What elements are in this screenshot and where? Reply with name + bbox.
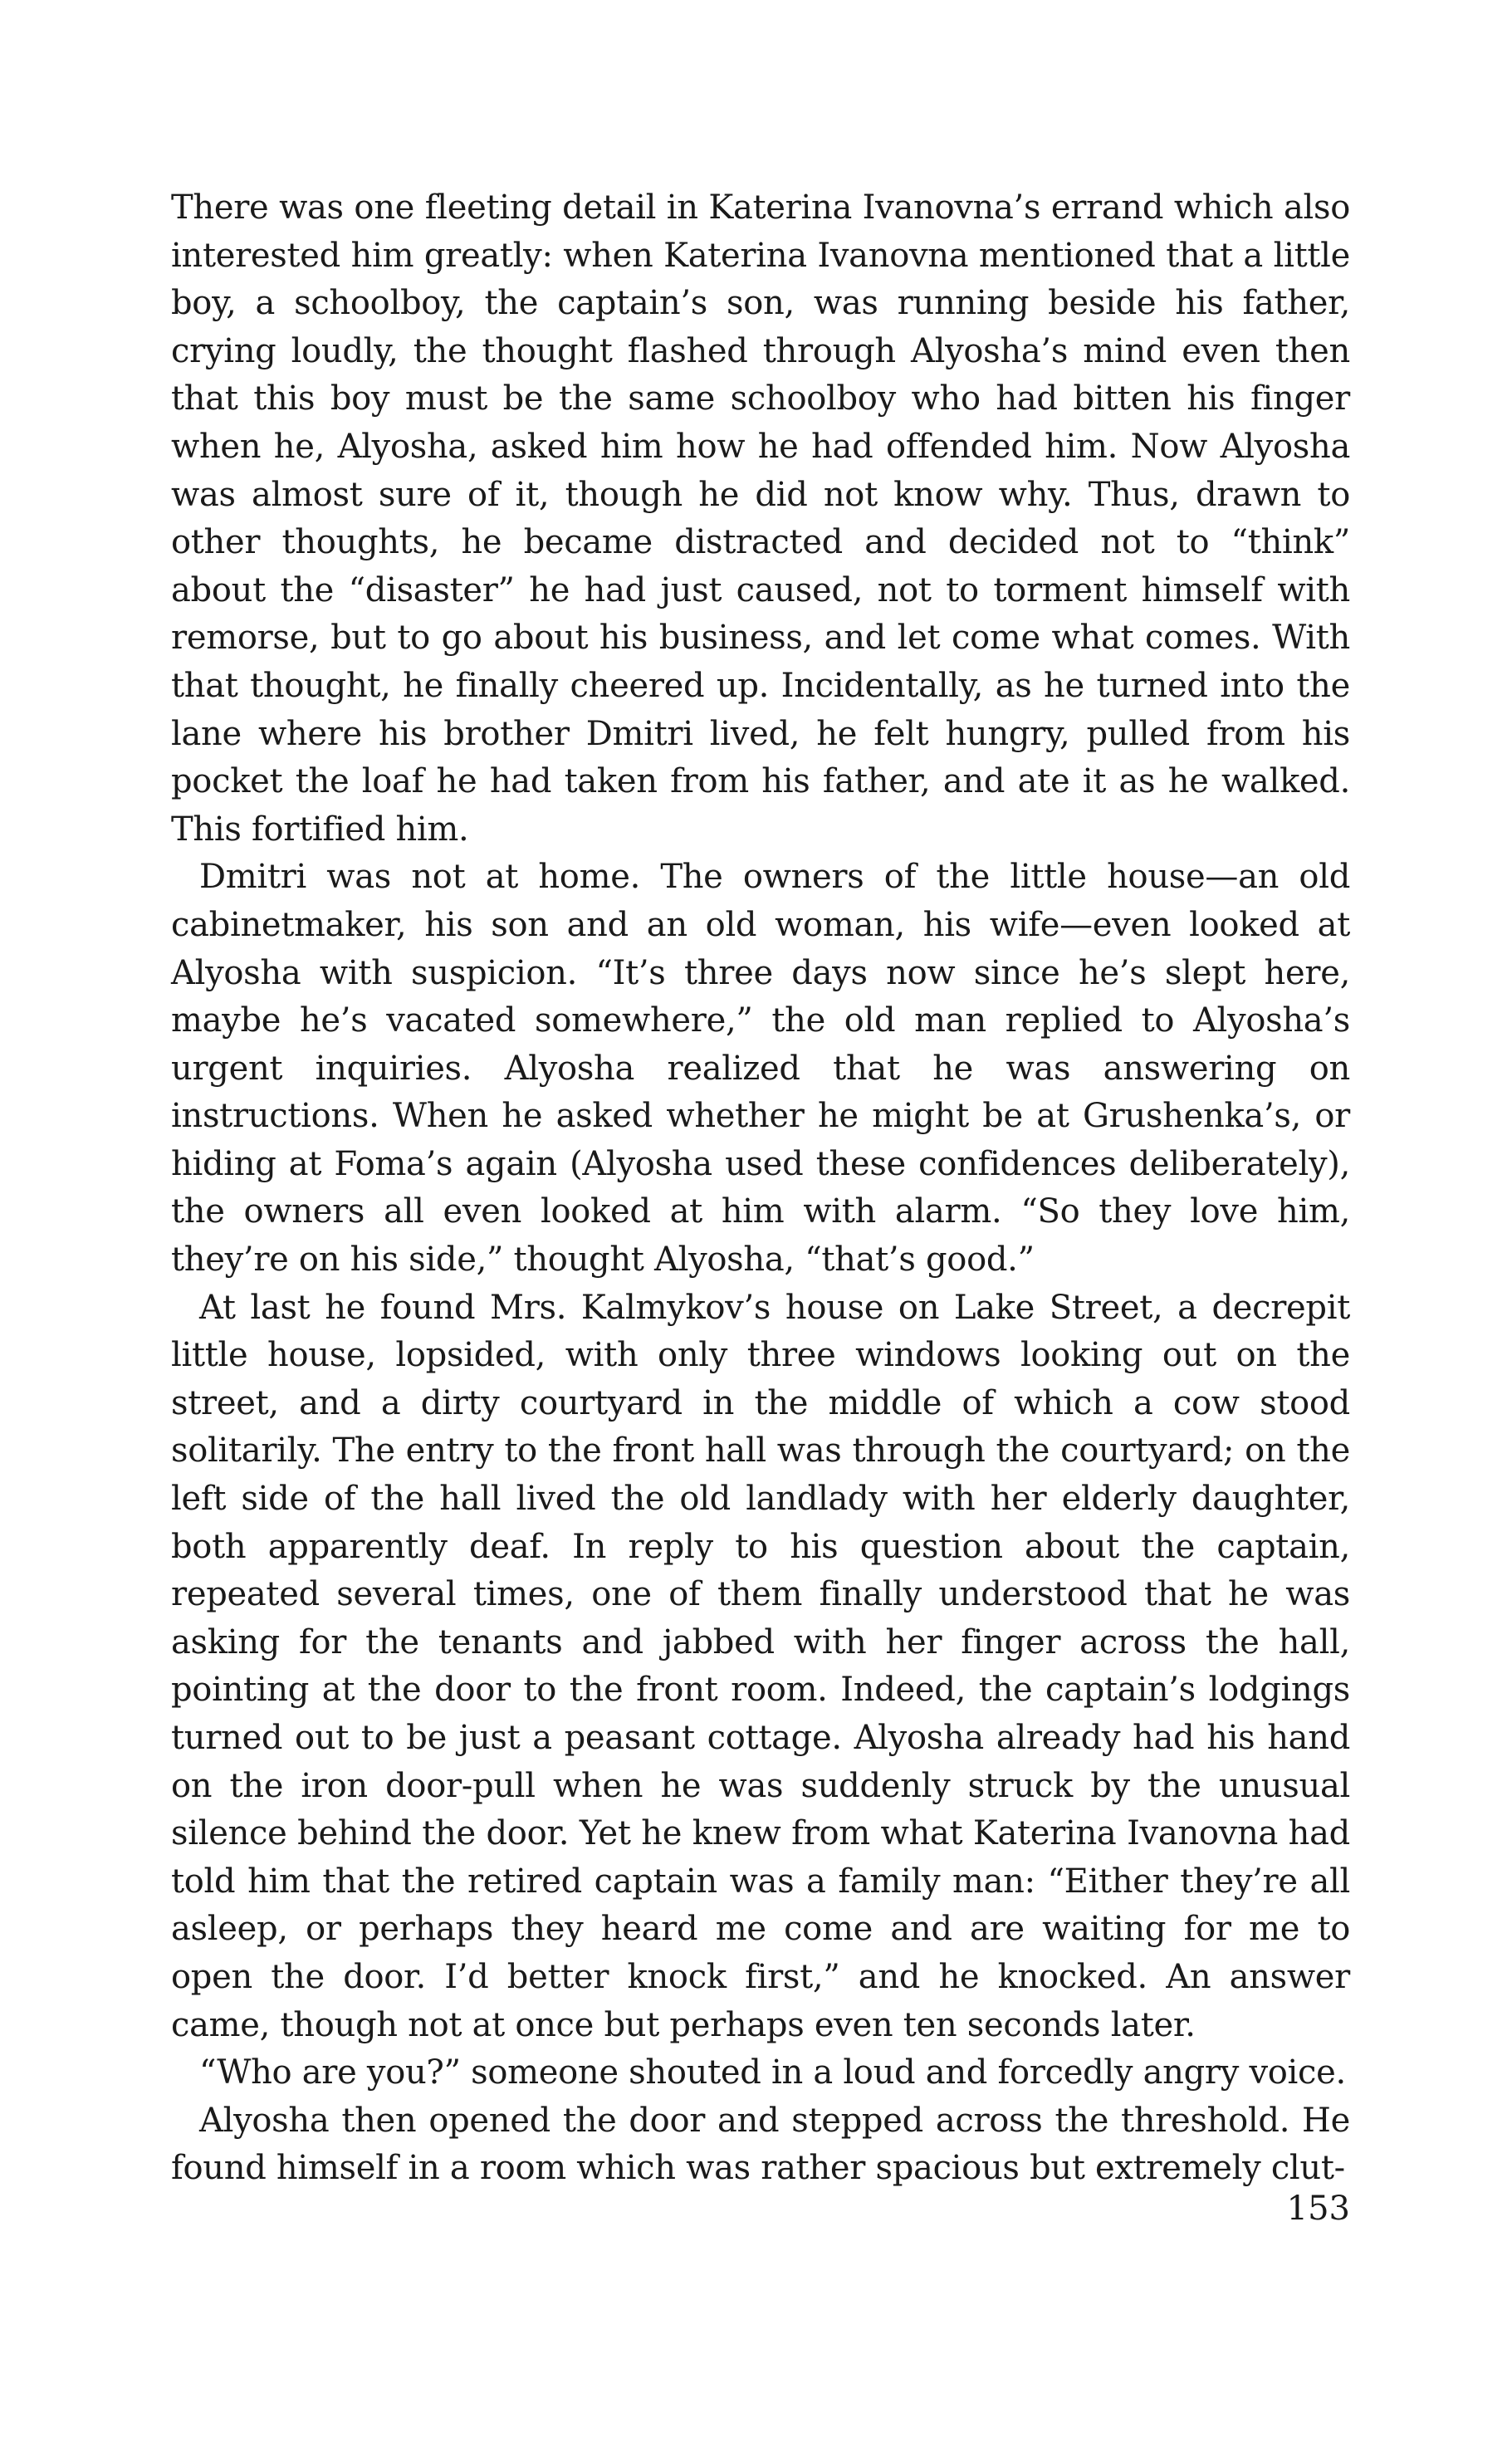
paragraph-3: At last he found Mrs. Kalmykov’s house on Lake Street, a decrepit little house, lopsided, with only three windows looking out on the street, and a dirty courtyard in the middle of which a cow stood solitarily. The entry to the front hall was through the courtyard; on the left side of the hall lived the old landlady with her elderly daughter, both apparently deaf. In reply to his question about the captain, repeated several times, one of them finally understood that he was asking for the tenants and jabbed with her finger across the hall, pointing at the door to the front room. Indeed, the captain’s lodgings turned out to be just a peasant cottage. Alyosha already had his hand on the iron door-pull when he was suddenly struck by the unusual silence behind the door. Yet he knew from what Katerina Ivanovna had told him that the retired captain was a family man: “Either they’re all asleep, or perhaps they heard me come and are waiting for me to open the door. I’d better knock first,” and he knocked. An answer came, though not at once but perhaps even ten seconds later. [171,1288,1350,2044]
paragraph-2: Dmitri was not at home. The owners of the little house—an old cabinetmaker, his son and an old woman, his wife—even looked at Alyosha with suspicion. “It’s three days now since he’s slept here, maybe he’s vacated somewhere,” the old man replied to Alyosha’s urgent inquiries. Alyosha realized that he was answering on instructions. When he asked whether he might be at Grushenka’s, or hiding at Foma’s again (Alyosha used these confidences deliberately), the owners all even looked at him with alarm. “So they love him, they’re on his side,” thought Alyosha, “that’s good.” [171,858,1350,1280]
paragraph-4: “Who are you?” someone shouted in a loud and forcedly angry voice. [199,2053,1346,2092]
page-number: 153 [1286,2190,1350,2228]
paragraph-5: Alyosha then opened the door and stepped across the threshold. He found himself in a room which was rather spacious but extremely clut- [171,2101,1350,2188]
paragraph-1: There was one fleeting detail in Katerina Ivanovna’s errand which also interested him greatly: when Katerina Ivanovna mentioned that a little boy, a schoolboy, the captain’s son, was running beside his father, crying loudly, the thought flashed through Alyosha’s mind even then that this boy must be the same schoolboy who had bitten his finger when he, Alyosha, asked him how he had offended him. Now Alyosha was almost sure of it, though he did not know why. Thus, drawn to other thoughts, he became distracted and decided not to “think” about the “disaster” he had just caused, not to torment himself with remorse, but to go about his business, and let come what comes. With that thought, he finally cheered up. Incidentally, as he turned into the lane where his brother Dmitri lived, he felt hungry, pulled from his pocket the loaf he had taken from his father, and ate it as he walked. This fortified him. [171,188,1350,849]
body-text [171,184,1350,2193]
